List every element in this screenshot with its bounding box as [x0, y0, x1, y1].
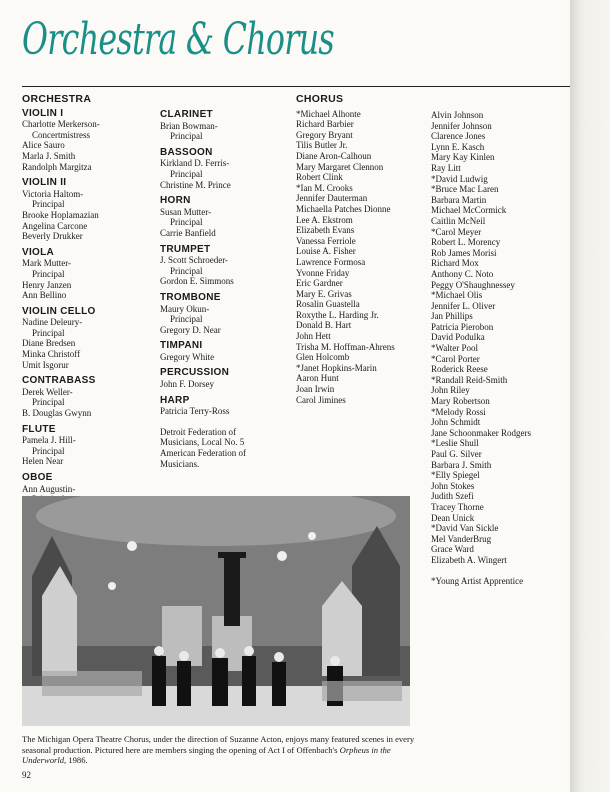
member-name: Randolph Margitza — [22, 161, 92, 172]
chorus-member: Gregory Bryant — [296, 129, 353, 140]
photo-caption: The Michigan Opera Theatre Chorus, under the direction of Suzanne Acton, enjoys many featured scenes in every seasonal production. Pictured here are members singing the opening of Act I of Offenbach's Orpheus in the Underworld, 1986. — [22, 734, 415, 765]
chorus-member: Jennifer Dauterman — [296, 193, 368, 204]
adjacent-page-edge — [570, 0, 610, 792]
section-heading: CONTRABASS — [22, 375, 96, 387]
chorus-member: Michael McCormick — [431, 205, 507, 216]
title-rule — [22, 86, 582, 87]
section-heading: TROMBONE — [160, 291, 221, 303]
chorus-member: Dean Unick — [431, 512, 475, 523]
chorus-member: Patricia Pierobon — [431, 321, 494, 332]
chorus-member: John Schmidt — [431, 417, 481, 428]
chorus-member: *Carol Meyer — [431, 226, 482, 237]
chorus-member: Michaella Patches Dionne — [296, 203, 391, 214]
chorus-member: Peggy O'Shaughnessey — [431, 279, 515, 290]
member-name: Marla J. Smith — [22, 150, 76, 161]
chorus-member: Lawrence Formosa — [296, 256, 366, 267]
chorus-member: Jan Phillips — [431, 311, 473, 322]
chorus-member: Mary Margaret Clennon — [296, 161, 384, 172]
section-heading: TRUMPET — [160, 243, 211, 255]
chorus-member: *Walter Pool — [431, 343, 479, 354]
member-name: Victoria Haltom- — [22, 188, 84, 199]
chorus-member: Lee A. Ekstrom — [296, 214, 353, 225]
chorus-member: Clarence Jones — [431, 131, 486, 142]
chorus-member: Robert L. Morency — [431, 237, 501, 248]
chorus-member: Mary E. Grivas — [296, 288, 352, 299]
member-name: Gregory White — [160, 351, 215, 362]
chorus-column-2 — [431, 110, 571, 586]
chorus-member: *Elly Spiegel — [431, 470, 480, 481]
chorus-member: Louise A. Fisher — [296, 246, 356, 257]
member-name: Minka Christoff — [22, 349, 81, 360]
member-name: Nadine Deleury- — [22, 317, 83, 328]
chorus-member: Tilis Butler Jr. — [296, 140, 348, 151]
section-heading: FLUTE — [22, 423, 56, 435]
chorus-member: John Stokes — [431, 480, 475, 491]
member-name: Carrie Banfield — [160, 227, 216, 238]
chorus-member: Mary Kay Kinlen — [431, 152, 495, 163]
member-name: Susan Mutter- — [160, 206, 212, 217]
member-name: Principal — [32, 327, 65, 338]
member-name: John F. Dorsey — [160, 379, 215, 390]
stage-scene-illustration — [22, 496, 410, 726]
member-name: Principal — [32, 268, 65, 279]
chorus-member: Jennifer Johnson — [431, 120, 492, 131]
member-name: Principal — [170, 314, 203, 325]
chorus-member: Richard Barbier — [296, 119, 354, 130]
page-number: 92 — [22, 770, 31, 780]
chorus-member: John Hett — [296, 331, 331, 342]
chorus-member: Carol Jimines — [296, 394, 346, 405]
member-name: Helen Near — [22, 456, 64, 467]
chorus-member: Rob James Morisi — [431, 247, 497, 258]
member-name: Ann Augustin- — [22, 483, 76, 494]
chorus-member: Jennifer L. Oliver — [431, 300, 496, 311]
orchestra-sections-1 — [22, 109, 147, 516]
chorus-member: Roderick Reese — [431, 364, 488, 375]
chorus-member: *David Van Sickle — [431, 523, 499, 534]
chorus-member: Roxythe L. Harding Jr. — [296, 309, 379, 320]
member-name: Kirkland D. Ferris- — [160, 158, 230, 169]
member-name: Principal — [170, 265, 203, 276]
opera-title: Orpheus in the Underworld — [22, 744, 391, 765]
orchestra-heading: ORCHESTRA — [22, 93, 92, 105]
chorus-member: Aaron Hunt — [296, 373, 339, 384]
chorus-member: Robert Clink — [296, 172, 343, 183]
section-heading: VIOLA — [22, 246, 55, 258]
chorus-member: Judith Szefi — [431, 491, 474, 502]
chorus-member: Mary Robertson — [431, 396, 490, 407]
chorus-member: Alvin Johnson — [431, 110, 484, 120]
member-name: Principal — [170, 168, 203, 179]
member-name: Principal — [32, 397, 65, 408]
member-name: Henry Janzen — [22, 279, 72, 290]
member-name: Umit Isgorur — [22, 359, 69, 370]
chorus-member: Caitlin McNeil — [431, 215, 486, 226]
chorus-member: Joan Irwin — [296, 384, 335, 395]
member-name: Mark Mutter- — [22, 258, 72, 269]
chorus-member: Grace Ward — [431, 544, 474, 555]
section-heading: BASSOON — [160, 146, 213, 158]
section-heading: VIOLIN CELLO — [22, 305, 96, 317]
chorus-member: Elizabeth Evans — [296, 225, 355, 236]
member-name: Derek Weller- — [22, 386, 73, 397]
union-note: Detroit Federation of Musicians, Local No. 5 American Federation of Musicians. — [160, 426, 246, 469]
orchestra-sections-2 — [160, 110, 290, 417]
member-name: Principal — [170, 131, 203, 142]
chorus-member: Ray Litt — [431, 162, 461, 173]
section-heading: PERCUSSION — [160, 367, 230, 379]
member-name: Brooke Hoplamazian — [22, 209, 99, 220]
member-name: B. Douglas Gwynn — [22, 408, 92, 419]
chorus-member: Barbara Martin — [431, 194, 487, 205]
chorus-member: Richard Mox — [431, 258, 479, 269]
chorus-member: Glen Holcomb — [296, 352, 350, 363]
section-heading: VIOLIN II — [22, 177, 67, 189]
chorus-member: Donald B. Hart — [296, 320, 352, 331]
chorus-member: Barbara J. Smith — [431, 459, 492, 470]
member-name: Pamela J. Hill- — [22, 435, 76, 446]
chorus-member: *Melody Rossi — [431, 406, 486, 417]
chorus-member: *Leslie Shull — [431, 438, 479, 449]
chorus-member: Lynn E. Kasch — [431, 141, 485, 152]
member-name: J. Scott Schroeder- — [160, 255, 229, 266]
section-heading: VIOLIN I — [22, 107, 64, 119]
chorus-column-1 — [296, 94, 428, 405]
member-name: Christine M. Prince — [160, 179, 231, 190]
chorus-list-2 — [431, 110, 571, 566]
chorus-heading: CHORUS — [296, 93, 344, 105]
chorus-member: *Carol Porter — [431, 353, 480, 364]
member-name: Ann Bellino — [22, 290, 67, 301]
section-heading: CLARINET — [160, 109, 213, 120]
chorus-member: *David Ludwig — [431, 173, 488, 184]
chorus-member: Vanessa Ferriole — [296, 235, 356, 246]
member-name: Maury Okun- — [160, 303, 210, 314]
member-name: Brian Bowman- — [160, 120, 218, 131]
chorus-member: Elizabeth A. Wingert — [431, 554, 507, 565]
chorus-member: David Podulka — [431, 332, 485, 343]
orchestra-column-1 — [22, 94, 147, 515]
member-name: Angelina Carcone — [22, 220, 88, 231]
member-name: Principal — [170, 217, 203, 228]
chorus-member: Paul G. Silver — [431, 449, 482, 459]
chorus-member: *Randall Reid-Smith — [431, 374, 508, 385]
chorus-member: Trisha M. Hoffman-Ahrens — [296, 341, 395, 352]
member-name: Diane Bredsen — [22, 338, 76, 349]
chorus-list-1 — [296, 109, 428, 406]
section-heading: OBOE — [22, 472, 53, 483]
member-name: Concertmistress — [32, 129, 90, 140]
chorus-photo — [22, 496, 410, 726]
member-name: Alice Sauro — [22, 140, 65, 151]
member-name: Patricia Terry-Ross — [160, 406, 230, 417]
chorus-member: Diane Aron-Calhoun — [296, 150, 372, 161]
member-name: Principal — [32, 445, 65, 456]
member-name: Charlotte Merkerson- — [22, 119, 100, 130]
chorus-footnote: *Young Artist Apprentice — [431, 575, 524, 586]
chorus-member: *Bruce Mac Laren — [431, 184, 499, 195]
chorus-member: *Janet Hopkins-Marin — [296, 362, 377, 373]
chorus-member: *Michael Olis — [431, 290, 483, 301]
chorus-member: *Ian M. Crooks — [296, 182, 353, 193]
member-name: Principal — [32, 199, 65, 210]
member-name: Gregory D. Near — [160, 324, 221, 335]
chorus-member: Eric Gardner — [296, 278, 343, 289]
member-name: Beverly Drukker — [22, 231, 83, 242]
section-heading: HARP — [160, 394, 190, 406]
page-title: Orchestra & Chorus — [22, 14, 334, 65]
chorus-member: Yvonne Friday — [296, 267, 350, 278]
chorus-member: Rosalin Guastella — [296, 299, 360, 310]
chorus-member: John Riley — [431, 385, 470, 396]
member-name: Gordon E. Simmons — [160, 276, 234, 287]
section-heading: TIMPANI — [160, 340, 203, 352]
chorus-member: Anthony C. Noto — [431, 268, 494, 279]
section-heading: HORN — [160, 195, 191, 207]
orchestra-column-2 — [160, 110, 290, 469]
chorus-member: Mel VanderBrug — [431, 533, 492, 544]
chorus-member: Tracey Thorne — [431, 501, 484, 512]
chorus-member: Jane Schoonmaker Rodgers — [431, 427, 531, 438]
chorus-member: *Michael Alhonte — [296, 108, 361, 119]
